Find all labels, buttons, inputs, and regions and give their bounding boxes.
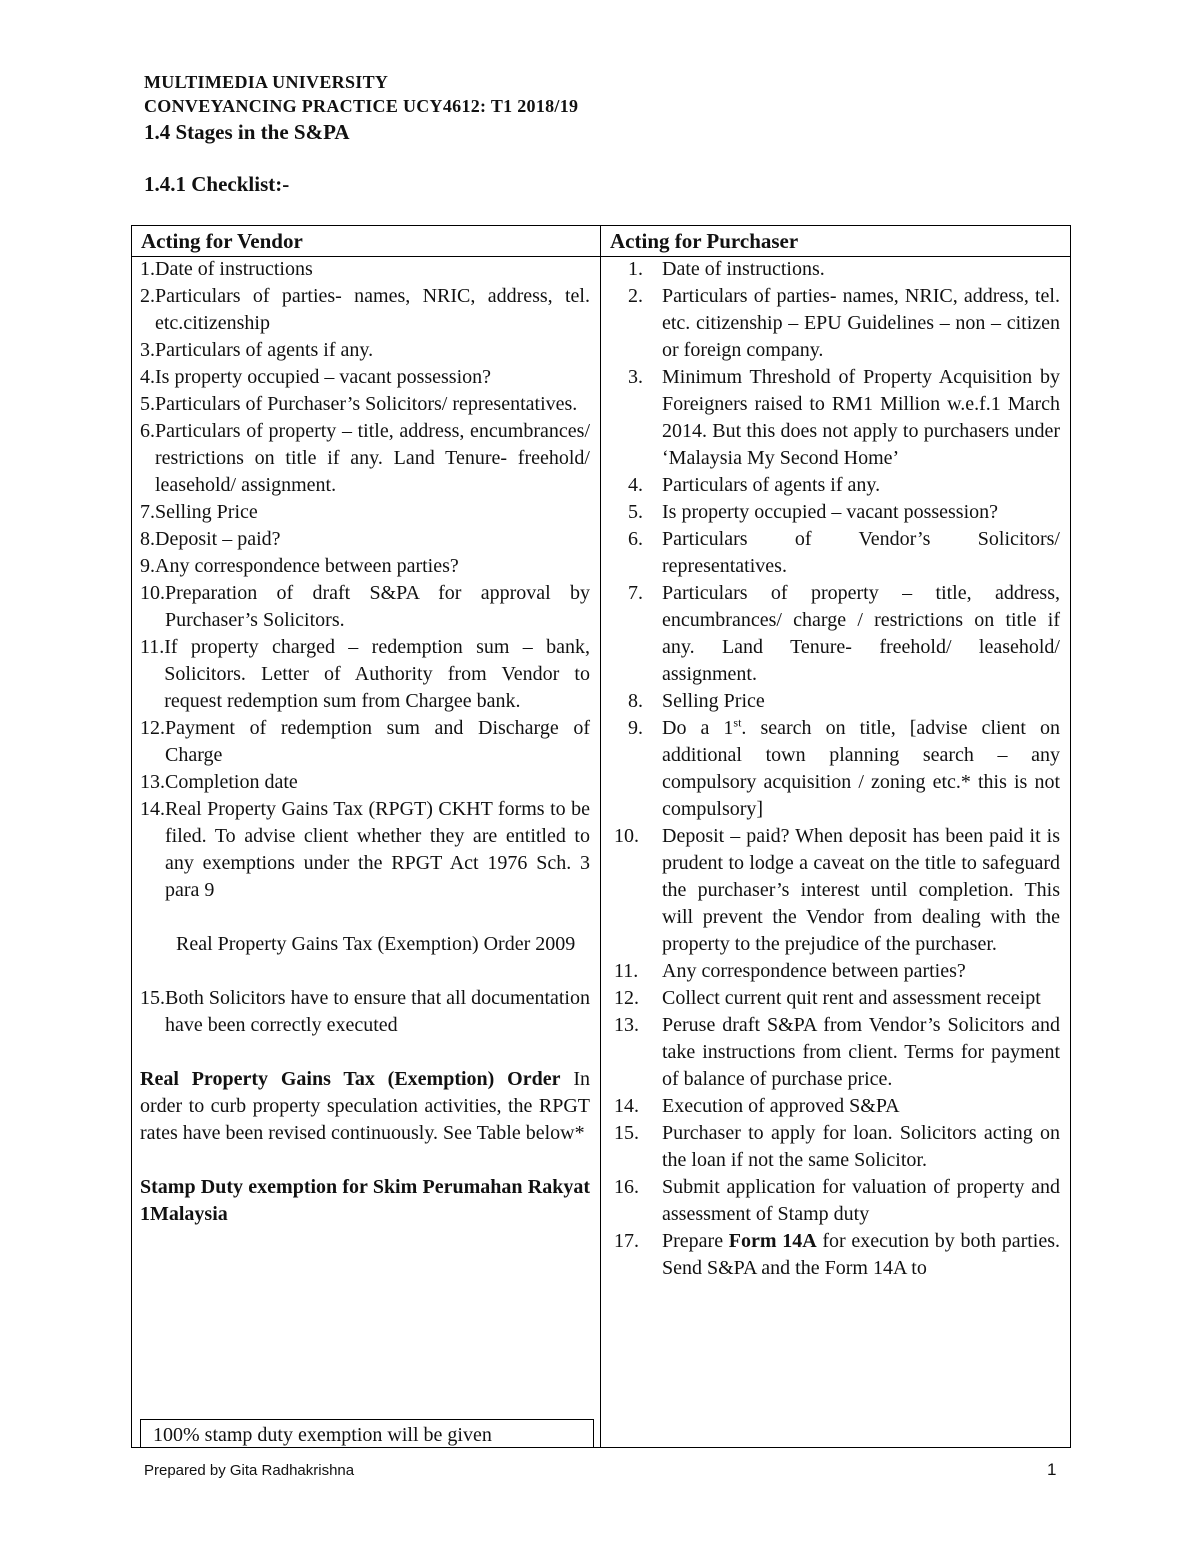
vendor-item: 10. Preparation of draft S&PA for approval by Purchaser’s Solicitors. — [140, 582, 590, 631]
vendor-item: 14. Real Property Gains Tax (RPGT) CKHT forms to be filed. To advise client whether they are entitled to any exemptions under the RPGT Act 1976 Sch. 3 para 9 — [140, 798, 590, 901]
checklist-table — [131, 225, 1071, 1448]
stamp-duty-box — [140, 1419, 594, 1448]
vendor-item: 6. Particulars of property – title, address, encumbrances/ restrictions on title if any. Land Tenure- freehold/ leasehold/ assignment. — [140, 420, 590, 496]
purchaser-item: 6. Particulars of Vendor’s Solicitors/ representatives. — [628, 528, 1060, 577]
purchaser-item: 3. Minimum Threshold of Property Acquisition by Foreigners raised to RM1 Million w.e.f.1 March 2014. But this does not apply to purchasers under ‘Malaysia My Second Home’ — [628, 366, 1060, 469]
purchaser-item: 16. Submit application for valuation of property and assessment of Stamp duty — [614, 1176, 1060, 1225]
rpgt-paragraph: Real Property Gains Tax (Exemption) Order In order to curb property speculation activities, the RPGT rates have been revised continuously. See Table below* — [140, 1068, 591, 1144]
vendor-item: 2. Particulars of parties- names, NRIC, address, tel. etc.citizenship — [140, 285, 590, 334]
purchaser-column-header: Acting for Purchaser — [610, 229, 799, 253]
purchaser-item: 10. Deposit – paid? When deposit has been paid it is prudent to lodge a caveat on the title to safeguard the purchaser’s interest until completion. This will prevent the Vendor from dealing with the property to the prejudice of the purchaser. — [614, 825, 1060, 955]
vendor-item: 13. Completion date — [140, 771, 298, 793]
stamp-duty-box-text: 100% stamp duty exemption will be given — [153, 1424, 492, 1446]
vendor-column-header: Acting for Vendor — [141, 229, 303, 253]
vendor-item: 3. Particulars of agents if any. — [140, 339, 374, 361]
purchaser-item: 15. Purchaser to apply for loan. Solicitors acting on the loan if not the same Solicitor. — [614, 1122, 1060, 1171]
subsection-heading: 1.4.1 Checklist:- — [144, 172, 290, 196]
purchaser-item: 13. Peruse draft S&PA from Vendor’s Solicitors and take instructions from client. Terms for payment of balance of purchase price. — [614, 1014, 1060, 1090]
vendor-item: 1. Date of instructions — [140, 258, 313, 280]
vendor-item: 15. Both Solicitors have to ensure that all documentation have been correctly executed — [140, 987, 590, 1036]
purchaser-column — [614, 256, 1061, 1282]
purchaser-item: 4. Particulars of agents if any. — [628, 474, 881, 496]
vendor-item: 8. Deposit – paid? — [140, 528, 281, 550]
purchaser-item: 8. Selling Price — [628, 690, 765, 712]
purchaser-item: 5. Is property occupied – vacant possession? — [628, 501, 999, 523]
purchaser-item: 2. Particulars of parties- names, NRIC, address, tel. etc. citizenship – EPU Guidelines – non – citizen or foreign company. — [628, 285, 1060, 361]
purchaser-item: 7. Particulars of property – title, address, encumbrances/ charge / restrictions on title if any. Land Tenure- freehold/ leasehold/ assignment. — [628, 582, 1060, 685]
vendor-item: 5. Particulars of Purchaser’s Solicitors/ representatives. — [140, 393, 578, 415]
column-divider — [600, 226, 601, 1447]
vendor-item: 12. Payment of redemption sum and Discharge of Charge — [140, 717, 590, 766]
rpgt-order-note: Real Property Gains Tax (Exemption) Order 2009 — [176, 933, 576, 955]
university-name: MULTIMEDIA UNIVERSITY — [144, 72, 389, 92]
course-title: CONVEYANCING PRACTICE UCY4612: T1 2018/19 — [144, 96, 579, 116]
footer-prepared-by: Prepared by Gita Radhakrishna — [144, 1462, 355, 1479]
purchaser-item: 12. Collect current quit rent and assessment receipt — [614, 987, 1041, 1009]
vendor-item: 9. Any correspondence between parties? — [140, 555, 459, 577]
purchaser-item: 14. Execution of approved S&PA — [614, 1095, 900, 1117]
vendor-column — [140, 256, 590, 1228]
vendor-item: 4. Is property occupied – vacant possession? — [140, 366, 492, 388]
purchaser-item: 9. Do a 1st. search on title, [advise client on additional town planning search – any compulsory acquisition / zoning etc.* this is not compulsory] — [628, 715, 1060, 820]
purchaser-item: 1. Date of instructions. — [628, 258, 825, 280]
section-heading: 1.4 Stages in the S&PA — [144, 120, 350, 144]
purchaser-item: 17. Prepare Form 14A for execution by both parties. Send S&PA and the Form 14A to — [614, 1230, 1061, 1279]
stamp-duty-heading: Stamp Duty exemption for Skim Perumahan Rakyat 1Malaysia — [140, 1176, 590, 1225]
purchaser-item: 11. Any correspondence between parties? — [614, 960, 966, 982]
page-number: 1 — [1047, 1460, 1057, 1479]
vendor-item: 7. Selling Price — [140, 501, 258, 523]
vendor-item: 11. If property charged – redemption sum – bank, Solicitors. Letter of Authority from Vendor to request redemption sum from Chargee bank. — [140, 636, 590, 712]
